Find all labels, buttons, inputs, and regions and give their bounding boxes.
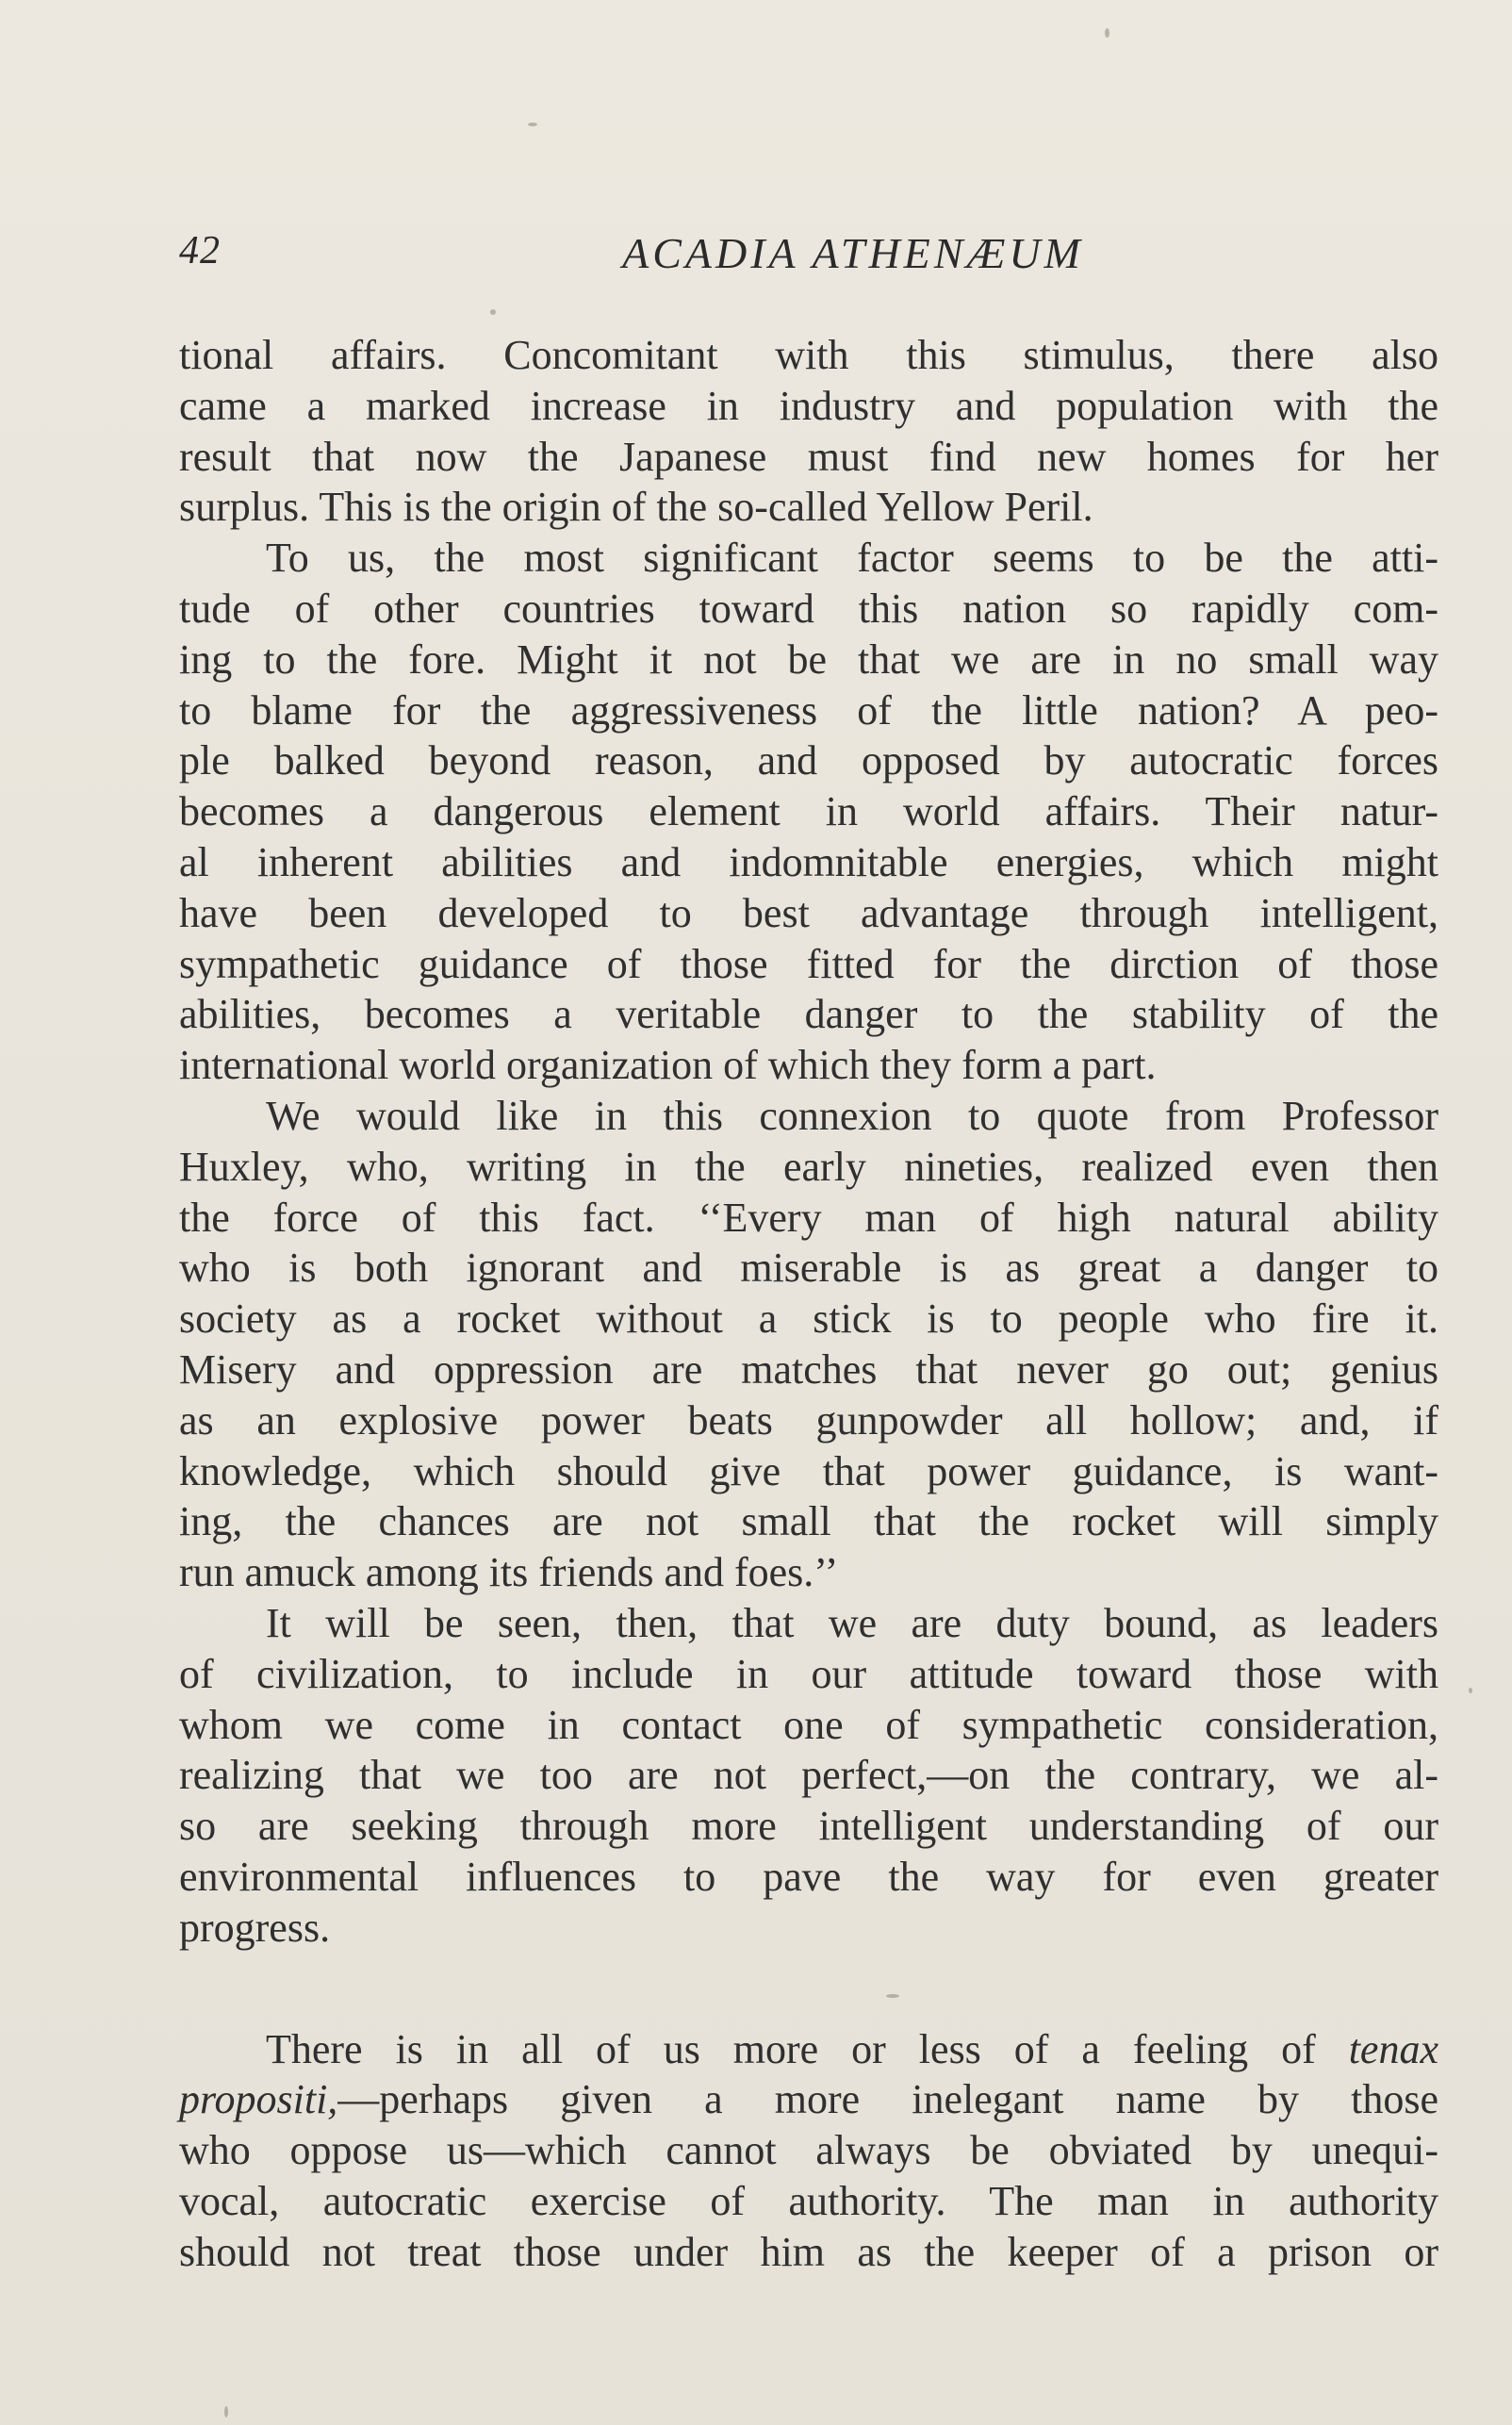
text-line: the force of this fact. ‘‘Every man of high natural ability [179, 1194, 1438, 1241]
text-line: progress. [179, 1904, 331, 1951]
text-line: To us, the most significant factor seems to be the atti- [266, 535, 1438, 582]
text-line: have been developed to best advantage through intelligent, [179, 889, 1438, 936]
text-line: tude of other countries toward this nation so rapidly com- [179, 585, 1438, 632]
text-line: We would like in this connexion to quote from Professor [266, 1092, 1438, 1139]
scan-speck [886, 1994, 899, 1998]
italic-term: tenax [1348, 2025, 1438, 2072]
text-line: vocal, autocratic exercise of authority. The man in authority [179, 2177, 1438, 2224]
text-line: should not treat those under him as the keeper of a prison or [179, 2228, 1438, 2275]
text-line: abilities, becomes a veritable danger to the stability of the [179, 991, 1438, 1038]
text-line: came a marked increase in industry and population with the [179, 382, 1438, 429]
text-line: sympathetic guidance of those fitted for the dirction of those [179, 940, 1438, 987]
running-head: ACADIA ATHENÆUM [622, 229, 1084, 277]
text-line: realizing that we too are not perfect,—on the contrary, we al- [179, 1752, 1438, 1799]
text-line: knowledge, which should give that power guidance, is want- [179, 1447, 1438, 1494]
text-segment: There is in all of us more or less of a feeling of [266, 2025, 1349, 2072]
text-line: Misery and oppression are matches that never go out; genius [179, 1345, 1438, 1393]
text-line: Huxley, who, writing in the early nineties, realized even then [179, 1143, 1438, 1190]
text-line: tional affairs. Concomitant with this stimulus, there also [179, 332, 1438, 378]
article-body [179, 330, 1438, 2277]
text-line: result that now the Japanese must find new homes for her [179, 433, 1438, 480]
scan-speck [224, 2406, 228, 2417]
text-line [179, 2074, 1438, 2125]
text-line: to blame for the aggressiveness of the little nation? A peo- [179, 686, 1438, 734]
paragraph [179, 533, 1438, 1091]
paragraph [179, 1091, 1438, 1598]
text-line: ing to the fore. Might it not be that we are in no small way [179, 635, 1438, 683]
text-line: of civilization, to include in our attitude toward those with [179, 1650, 1438, 1697]
text-line: society as a rocket without a stick is to people who fire it. [179, 1295, 1438, 1343]
text-line: run amuck among its friends and foes.’’ [179, 1549, 839, 1596]
text-line: so are seeking through more intelligent understanding of our [179, 1803, 1438, 1850]
scan-speck [490, 309, 496, 315]
italic-term: propositi, [179, 2076, 338, 2123]
scan-speck [1105, 28, 1109, 38]
text-line: international world organization of which they form a part. [179, 1042, 1157, 1089]
paragraphs [179, 330, 1438, 1954]
text-line: environmental influences to pave the way for even greater [179, 1853, 1438, 1900]
text-line: surplus. This is the origin of the so-called Yellow Peril. [179, 484, 1093, 531]
text-segment: —perhaps given a more inelegant name by those [337, 2076, 1438, 2123]
paragraph [179, 2024, 1438, 2278]
text-line: who is both ignorant and miserable is as great a danger to [179, 1245, 1438, 1292]
text-line: al inherent abilities and indomnitable energies, which might [179, 838, 1438, 885]
text-line [179, 2024, 1438, 2075]
paragraph [179, 1598, 1438, 1954]
text-line: ple balked beyond reason, and opposed by autocratic forces [179, 737, 1438, 784]
text-line: as an explosive power beats gunpowder all hollow; and, if [179, 1396, 1438, 1443]
text-line: whom we come in contact one of sympathetic consideration, [179, 1701, 1438, 1748]
text-line: It will be seen, then, that we are duty bound, as leaders [266, 1599, 1438, 1646]
scan-speck [1469, 1688, 1472, 1693]
page-number: 42 [179, 229, 221, 272]
scan-speck [528, 123, 537, 126]
text-line: becomes a dangerous element in world affairs. Their natur- [179, 788, 1438, 835]
paragraph [179, 330, 1438, 533]
text-line: ing, the chances are not small that the rocket will simply [179, 1498, 1438, 1545]
page-header [179, 228, 1442, 285]
text-line: who oppose us—which cannot always be obviated by unequi- [179, 2127, 1438, 2174]
section-break [179, 1954, 1438, 2024]
